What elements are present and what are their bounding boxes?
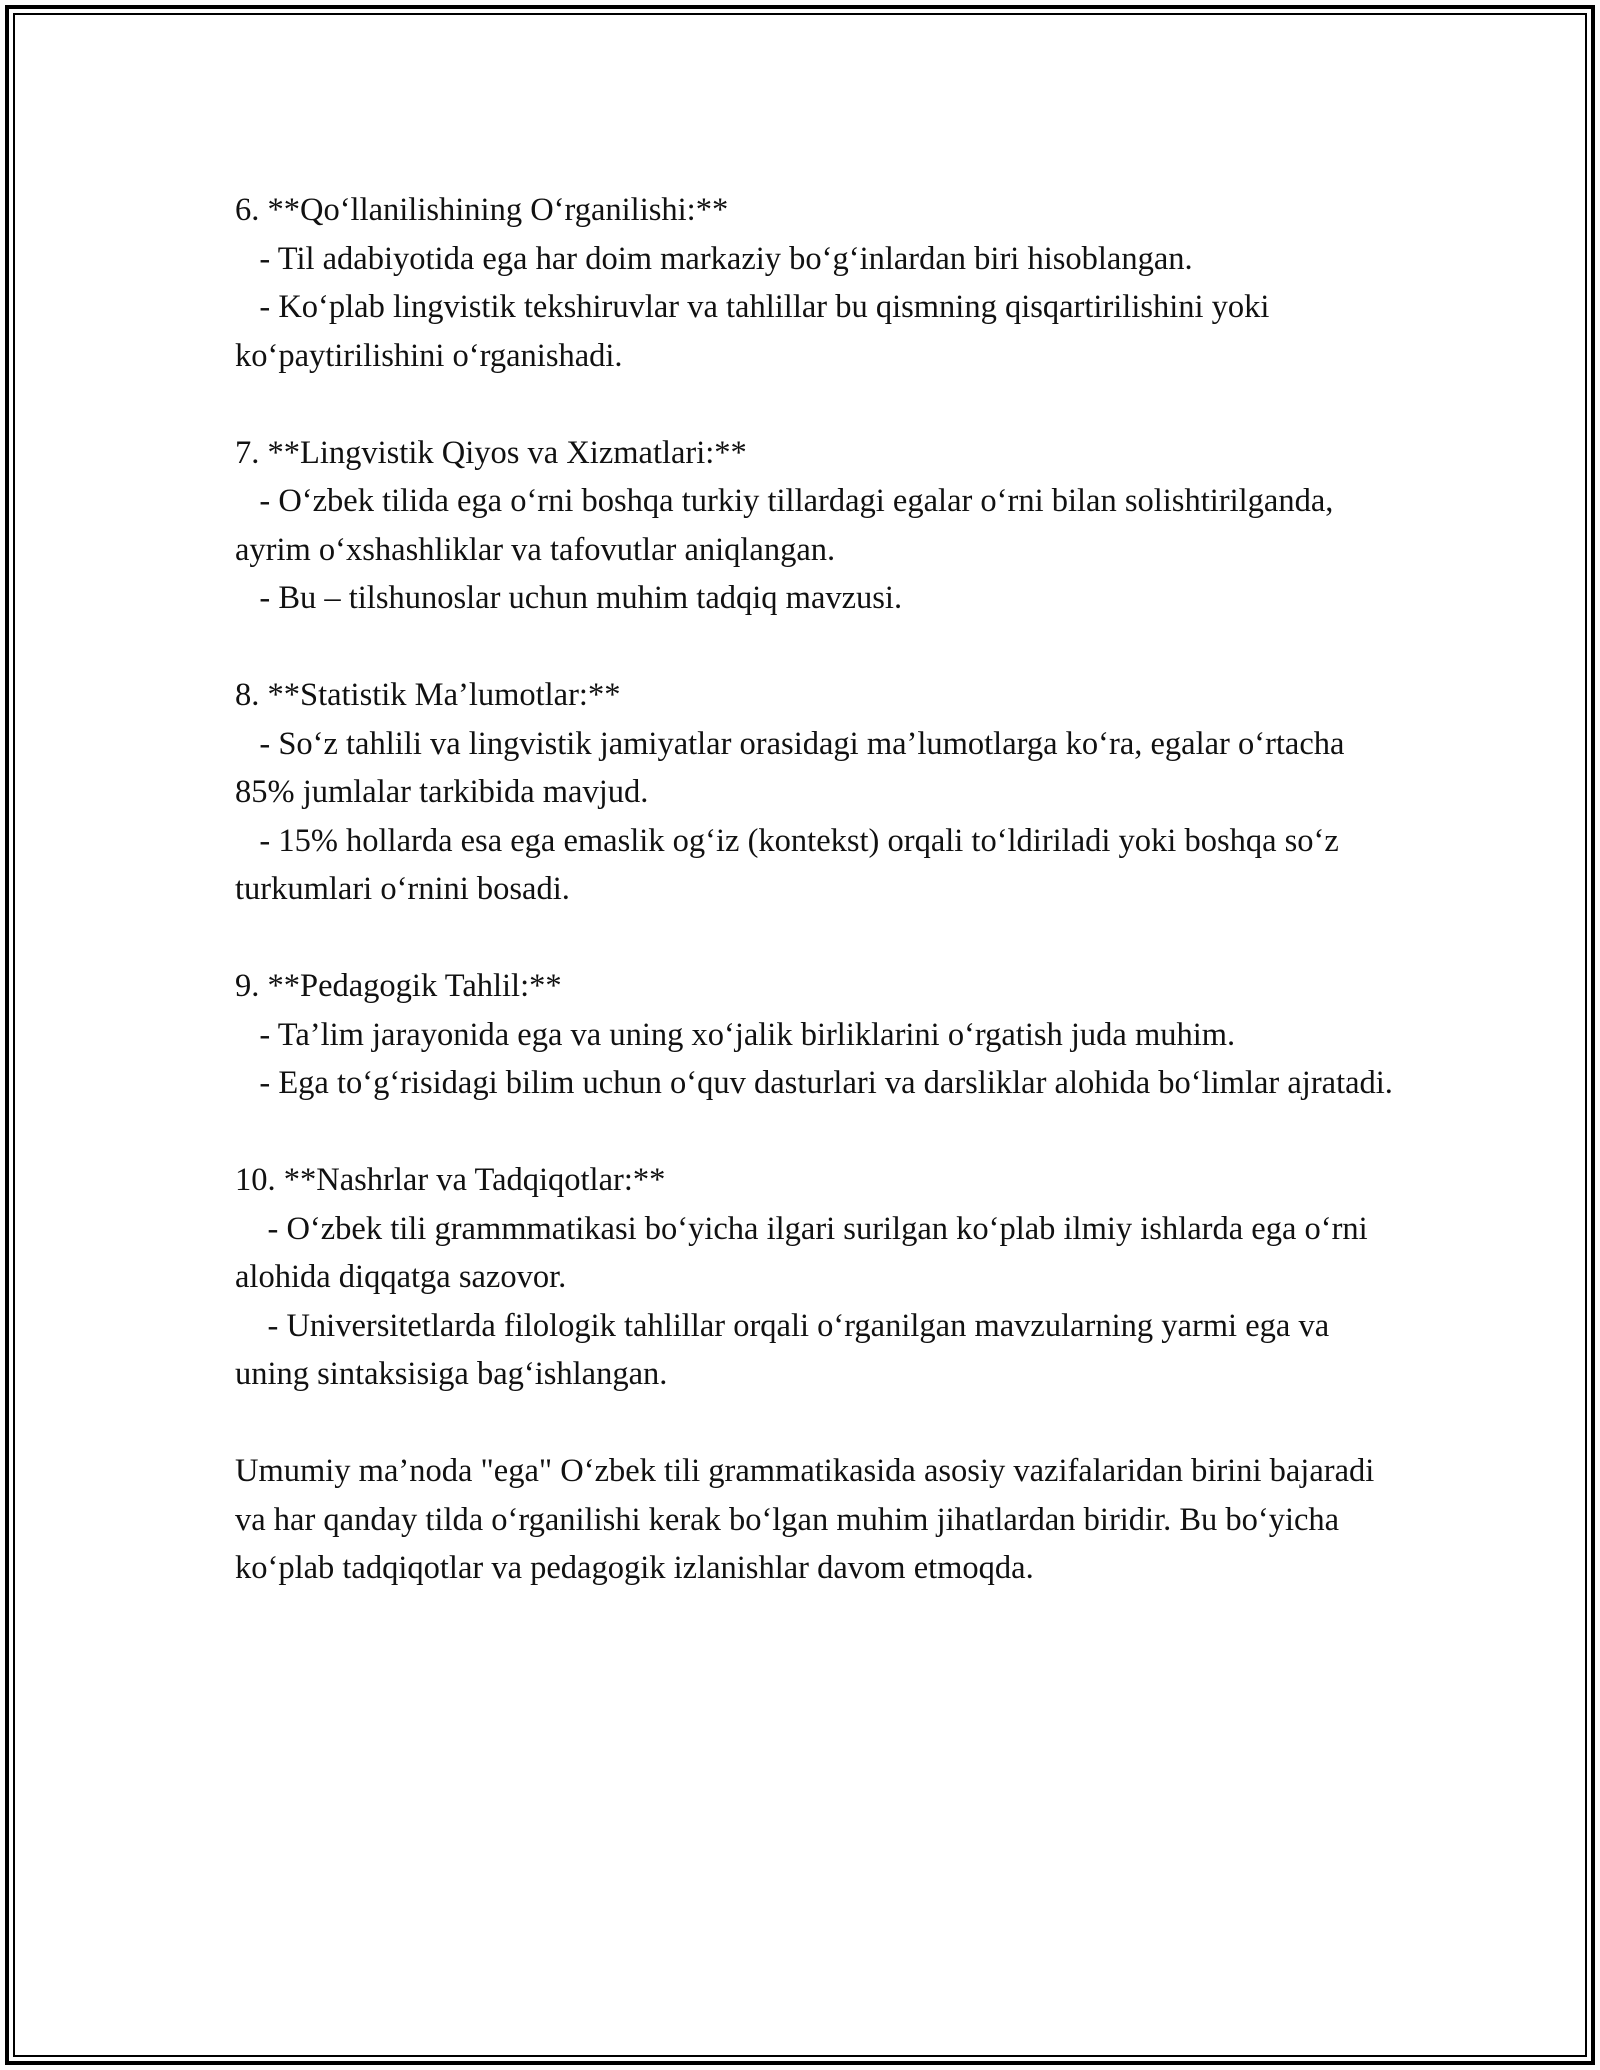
section-6	[235, 186, 1395, 380]
section-9	[235, 962, 1395, 1108]
section-7	[235, 429, 1395, 623]
bullet-item: - Til adabiyotida ega har doim markaziy bo‘g‘inlardan biri hisoblangan.	[235, 240, 1193, 277]
bullet-item: - O‘zbek tili grammmatikasi bo‘yicha ilgari surilgan ko‘plab ilmiy ishlarda ega o‘rni alohida diqqatga sazovor.	[235, 1210, 1376, 1295]
bullet-item: - Ta’lim jarayonida ega va uning xo‘jalik birliklarini o‘rgatish juda muhim.	[235, 1016, 1236, 1053]
bullet-item: - Universitetlarda filologik tahlillar orqali o‘rganilgan mavzularning yarmi ega va uning sintaksisiga bag‘ishlangan.	[235, 1307, 1338, 1392]
section-heading: 8. **Statistik Ma’lumotlar:**	[235, 677, 621, 713]
bullet-item: - O‘zbek tilida ega o‘rni boshqa turkiy tillardagi egalar o‘rni bilan solishtirilganda, ayrim o‘xshashliklar va tafovutlar aniqlangan.	[235, 483, 1342, 568]
bullet-item: - Bu – tilshunoslar uchun muhim tadqiq mavzusi.	[235, 580, 903, 616]
section-8	[235, 671, 1395, 914]
bullet-item: - So‘z tahlili va lingvistik jamiyatlar orasidagi ma’lumotlarga ko‘ra, egalar o‘rtacha 85% jumlalar tarkibida mavjud.	[235, 725, 1353, 810]
bullet-item: - Ko‘plab lingvistik tekshiruvlar va tahlillar bu qismning qisqartirilishini yoki ko‘paytirilishini o‘rganishadi.	[235, 289, 1278, 374]
section-heading: 10. **Nashrlar va Tadqiqotlar:**	[235, 1162, 666, 1198]
bullet-item: - 15% hollarda esa ega emaslik og‘iz (kontekst) orqali to‘ldiriladi yoki boshqa so‘z turkumlari o‘rnini bosadi.	[235, 822, 1347, 907]
section-heading: 6. **Qo‘llanilishining O‘rganilishi:**	[235, 192, 729, 228]
document-body	[235, 186, 1395, 1593]
section-10	[235, 1156, 1395, 1399]
summary-paragraph: Umumiy ma’noda "ega" O‘zbek tili grammatikasida asosiy vazifalaridan birini bajaradi va har qanday tilda o‘rganilishi kerak bo‘lgan muhim jihatlardan biridir. Bu bo‘yicha ko‘plab tadqiqotlar va pedagogik izlanishlar davom etmoqda.	[235, 1453, 1375, 1586]
section-heading: 7. **Lingvistik Qiyos va Xizmatlari:**	[235, 434, 747, 471]
section-heading: 9. **Pedagogik Tahlil:**	[235, 968, 562, 1004]
bullet-item: - Ega to‘g‘risidagi bilim uchun o‘quv dasturlari va darsliklar alohida bo‘limlar ajratadi.	[235, 1065, 1393, 1101]
